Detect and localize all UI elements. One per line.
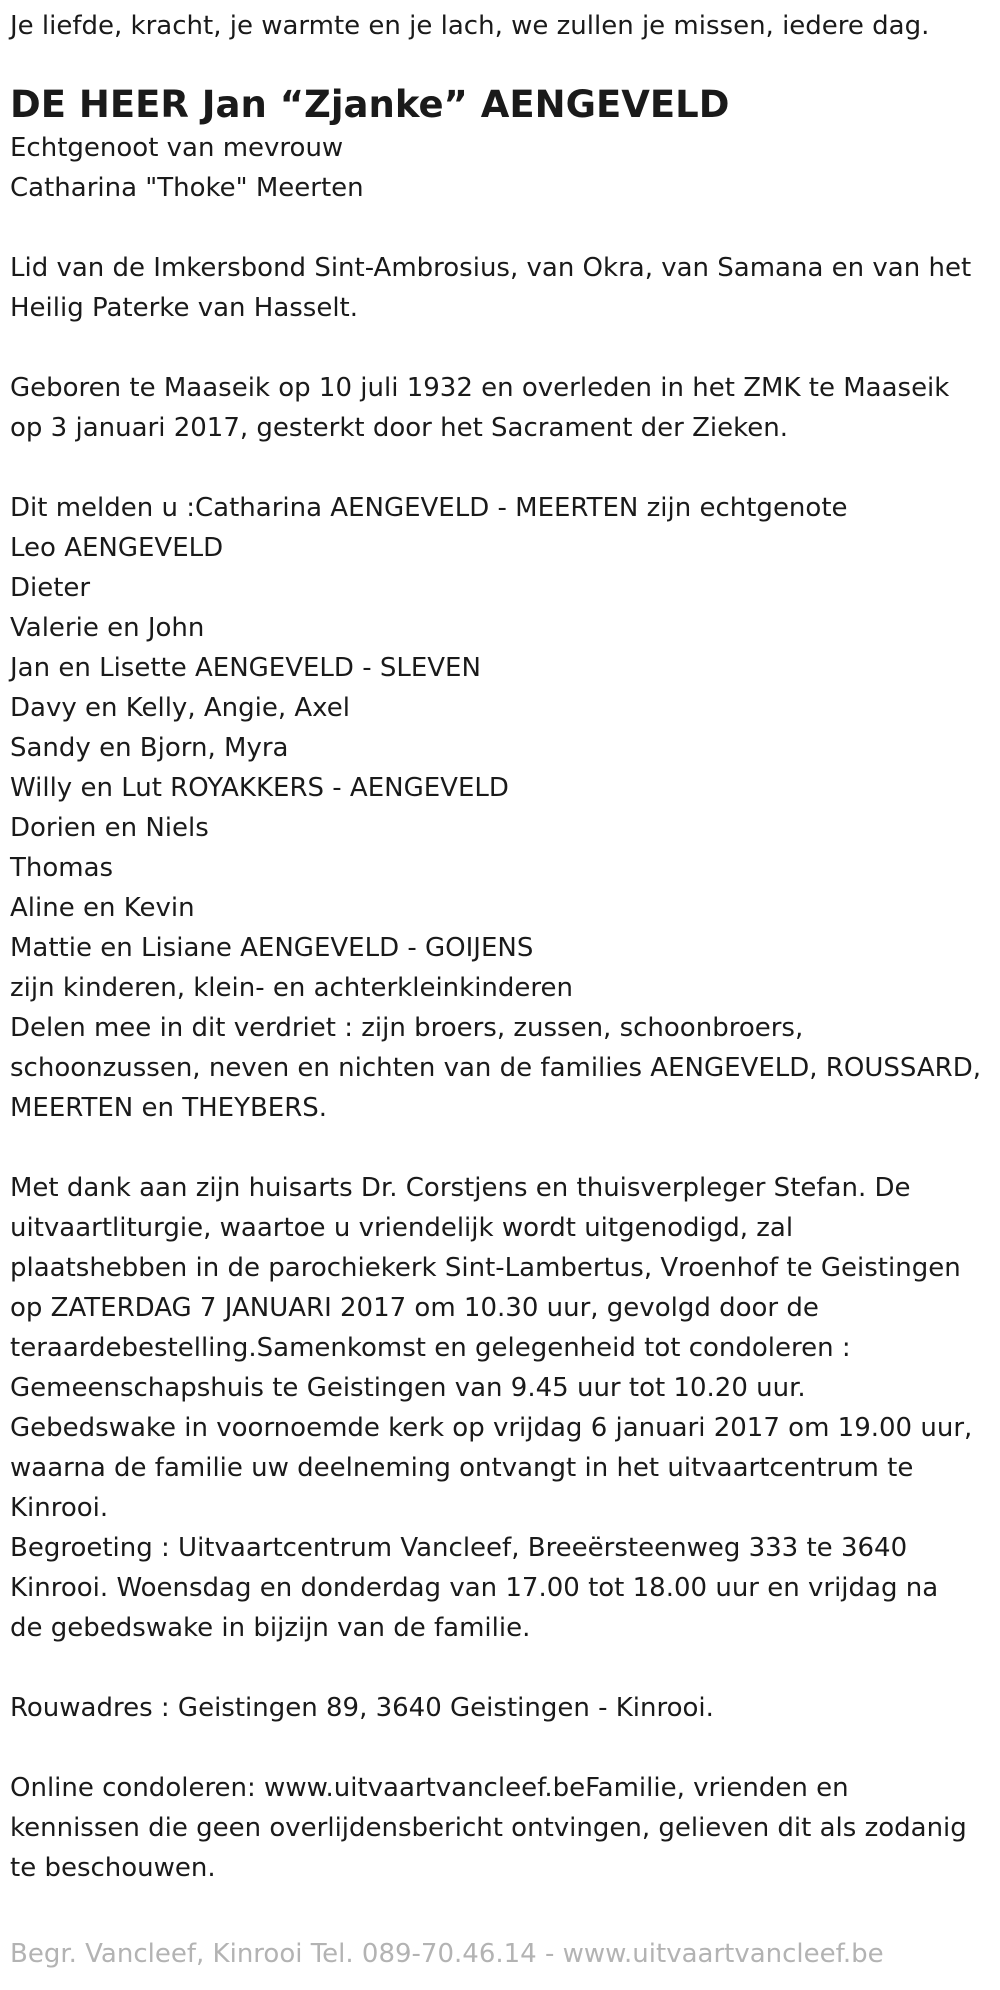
online-condolence-line: Online condoleren: www.uitvaartvancleef.beFamilie, vrienden en: [10, 1773, 849, 1803]
ceremony-line: Gebedswake in voornoemde kerk op vrijdag 6 januari 2017 om 19.00 uur,: [10, 1413, 973, 1443]
family-line: Mattie en Lisiane AENGEVELD - GOIJENS: [10, 933, 534, 963]
ceremony-line: Kinrooi. Woensdag en donderdag van 17.00 tot 18.00 uur en vrijdag na: [10, 1573, 939, 1603]
mourning-address: Rouwadres : Geistingen 89, 3640 Geistingen - Kinrooi.: [10, 1693, 714, 1723]
birth-death-line: Geboren te Maaseik op 10 juli 1932 en overleden in het ZMK te Maaseik: [10, 373, 950, 403]
family-line: Aline en Kevin: [10, 893, 195, 923]
family-line: MEERTEN en THEYBERS.: [10, 1093, 328, 1123]
ceremony-line: de gebedswake in bijzijn van de familie.: [10, 1613, 531, 1643]
ceremony-line: op ZATERDAG 7 JANUARI 2017 om 10.30 uur, gevolgd door de: [10, 1293, 819, 1323]
ceremony-line: plaatshebben in de parochiekerk Sint-Lambertus, Vroenhof te Geistingen: [10, 1253, 961, 1283]
family-line: Davy en Kelly, Angie, Axel: [10, 693, 350, 723]
ceremony-line: Met dank aan zijn huisarts Dr. Corstjens en thuisverpleger Stefan. De: [10, 1173, 911, 1203]
family-line: Dorien en Niels: [10, 813, 209, 843]
online-condolence-line: kennissen die geen overlijdensbericht ontvingen, gelieven dit als zodanig: [10, 1813, 967, 1843]
family-line: Dieter: [10, 573, 91, 603]
family-line: Dit melden u :Catharina AENGEVELD - MEERTEN zijn echtgenote: [10, 493, 848, 523]
online-condolence-section: [10, 1768, 990, 1888]
spacer: [10, 1128, 990, 1168]
ceremony-line: uitvaartliturgie, waartoe u vriendelijk wordt uitgenodigd, zal: [10, 1213, 794, 1243]
spouse-section: [10, 128, 990, 208]
spouse-line: Echtgenoot van mevrouw: [10, 133, 344, 163]
spouse-line: Catharina "Thoke" Meerten: [10, 173, 364, 203]
family-line: Delen mee in dit verdriet : zijn broers, zussen, schoonbroers,: [10, 1013, 804, 1043]
family-line: Leo AENGEVELD: [10, 533, 224, 563]
opening-quote: Je liefde, kracht, je warmte en je lach, we zullen je missen, iedere dag.: [10, 11, 930, 41]
ceremony-line: teraardebestelling.Samenkomst en gelegenheid tot condoleren :: [10, 1333, 851, 1363]
family-line: Willy en Lut ROYAKKERS - AENGEVELD: [10, 773, 509, 803]
birth-death-section: [10, 368, 990, 448]
spacer: [10, 448, 990, 488]
family-line: Thomas: [10, 853, 114, 883]
ceremony-section: [10, 1168, 990, 1648]
membership-line: Lid van de Imkersbond Sint-Ambrosius, van Okra, van Samana en van het: [10, 253, 972, 283]
membership-section: [10, 248, 990, 328]
birth-death-line: op 3 januari 2017, gesterkt door het Sacrament der Zieken.: [10, 413, 789, 443]
online-condolence-line: te beschouwen.: [10, 1853, 216, 1883]
family-line: schoonzussen, neven en nichten van de families AENGEVELD, ROUSSARD,: [10, 1053, 981, 1083]
ceremony-line: Begroeting : Uitvaartcentrum Vancleef, Breeërsteenweg 333 te 3640: [10, 1533, 908, 1563]
deceased-name: DE HEER Jan “Zjanke” AENGEVELD: [10, 83, 730, 126]
spacer: [10, 208, 990, 248]
spacer: [10, 328, 990, 368]
ceremony-line: Gemeenschapshuis te Geistingen van 9.45 uur tot 10.20 uur.: [10, 1373, 806, 1403]
ceremony-line: waarna de familie uw deelneming ontvangt in het uitvaartcentrum te: [10, 1453, 914, 1483]
spacer: [10, 1648, 990, 1688]
family-line: Valerie en John: [10, 613, 205, 643]
spacer: [10, 1728, 990, 1768]
family-line: Sandy en Bjorn, Myra: [10, 733, 289, 763]
family-section: [10, 488, 990, 1128]
funeral-home-footer: Begr. Vancleef, Kinrooi Tel. 089-70.46.14 - www.uitvaartvancleef.be: [10, 1939, 884, 1969]
obituary-notice: [10, 0, 990, 1888]
ceremony-line: Kinrooi.: [10, 1493, 109, 1523]
family-line: zijn kinderen, klein- en achterkleinkinderen: [10, 973, 573, 1003]
membership-line: Heilig Paterke van Hasselt.: [10, 293, 359, 323]
family-line: Jan en Lisette AENGEVELD - SLEVEN: [10, 653, 481, 683]
